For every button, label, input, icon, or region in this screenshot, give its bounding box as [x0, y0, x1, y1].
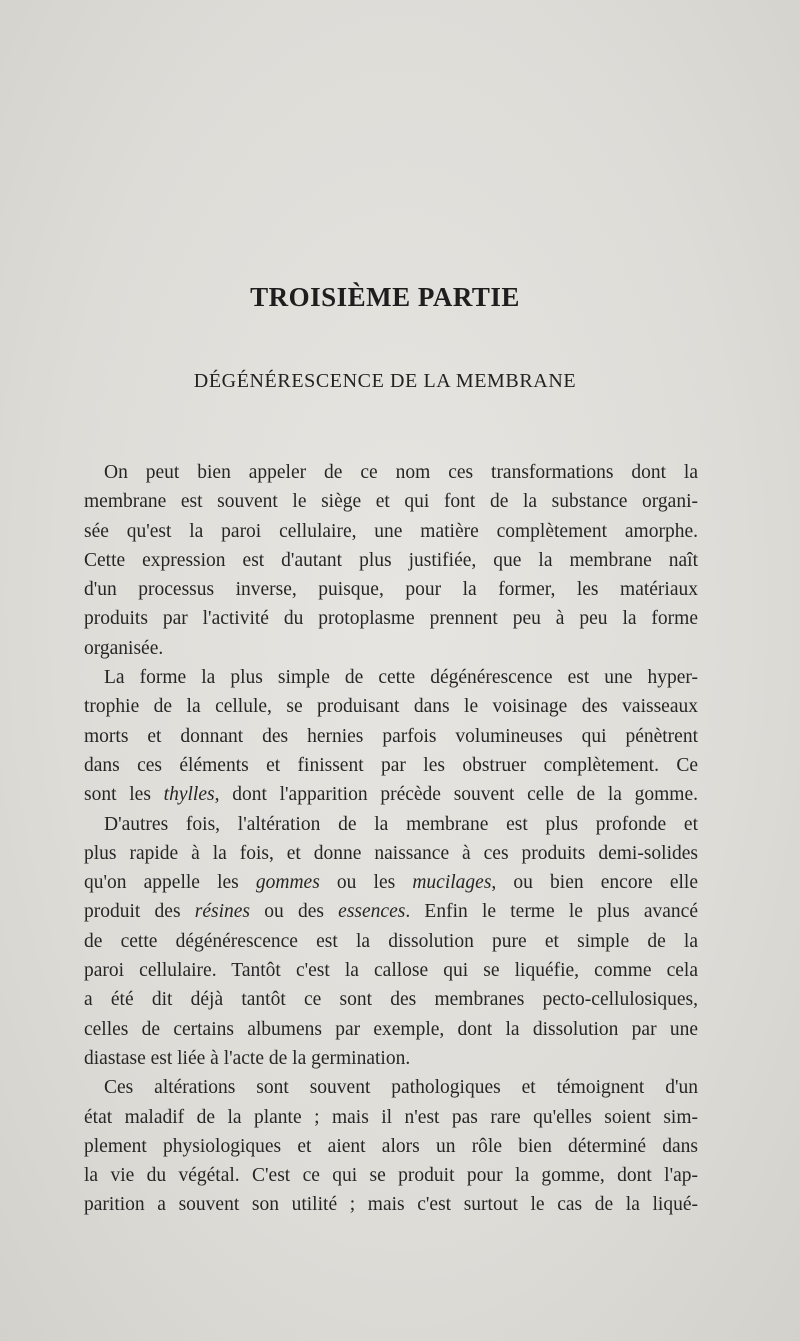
text-segment: , ou bien encore elle	[491, 872, 698, 894]
text-line	[84, 868, 698, 897]
text-line: de cette dégénérescence est la dissolution pure et simple de la	[84, 930, 698, 952]
text-segment: qu'on appelle les	[84, 872, 256, 894]
text-line: morts et donnant des hernies parfois volumineuses qui pénètrent	[84, 725, 698, 747]
text-line: D'autres fois, l'altération de la membrane est plus profonde et	[104, 813, 698, 835]
text-segment: produit des	[84, 901, 195, 923]
text-line: diastase est liée à l'acte de la germination.	[84, 1047, 411, 1069]
text-line: Cette expression est d'autant plus justifiée, que la membrane naît	[84, 549, 698, 571]
text-segment: ou les	[319, 872, 413, 894]
text-line: la vie du végétal. C'est ce qui se produit pour la gomme, dont l'ap-	[84, 1165, 698, 1187]
body-text	[84, 458, 698, 1220]
text-line: sée qu'est la paroi cellulaire, une matière complètement amorphe.	[84, 520, 698, 542]
text-line: organisée.	[84, 637, 164, 659]
text-line: d'un processus inverse, puisque, pour la former, les matériaux	[84, 579, 698, 601]
italic-term: gommes	[255, 872, 320, 894]
text-segment: . Enfin le terme le plus avancé	[405, 901, 698, 923]
text-line	[84, 897, 698, 926]
text-line: trophie de la cellule, se produisant dans le voisinage des vaisseaux	[84, 696, 698, 718]
text-line: celles de certains albumens par exemple, dont la dissolution par une	[84, 1018, 698, 1040]
text-line: On peut bien appeler de ce nom ces transformations dont la	[104, 462, 698, 483]
text-line: Ces altérations sont souvent pathologiques et témoignent d'un	[104, 1077, 698, 1099]
text-segment: sont les	[84, 784, 164, 806]
text-line: dans ces éléments et finissent par les obstruer complètement. Ce	[84, 754, 698, 776]
text-line	[84, 780, 698, 809]
text-line: produits par l'activité du protoplasme prennent peu à peu la forme	[84, 608, 698, 630]
text-line: état maladif de la plante ; mais il n'est pas rare qu'elles soient sim-	[84, 1106, 698, 1128]
italic-term: mucilages	[412, 872, 492, 894]
italic-term: thylles	[163, 784, 215, 806]
italic-term: essences	[338, 901, 406, 923]
part-title: TROISIÈME PARTIE	[250, 282, 520, 312]
text-line: membrane est souvent le siège et qui font de la substance organi-	[84, 491, 698, 513]
text-segment: , dont l'apparition précède souvent celle de la gomme.	[214, 784, 699, 806]
chapter-subtitle: DÉGÉNÉRESCENCE DE LA MEMBRANE	[193, 370, 577, 392]
text-line: a été dit déjà tantôt ce sont des membranes pecto-cellulosiques,	[84, 989, 698, 1011]
text-line: plement physiologiques et aient alors un rôle bien déterminé dans	[84, 1135, 698, 1157]
text-line: plus rapide à la fois, et donne naissance à ces produits demi-solides	[84, 842, 698, 864]
text-line: parition a souvent son utilité ; mais c'est surtout le cas de la liqué-	[84, 1194, 698, 1216]
italic-term: résines	[194, 901, 251, 923]
text-line: La forme la plus simple de cette dégénérescence est une hyper-	[104, 667, 698, 689]
text-line: paroi cellulaire. Tantôt c'est la callose qui se liquéfie, comme cela	[84, 960, 698, 982]
text-segment: ou des	[250, 901, 339, 923]
